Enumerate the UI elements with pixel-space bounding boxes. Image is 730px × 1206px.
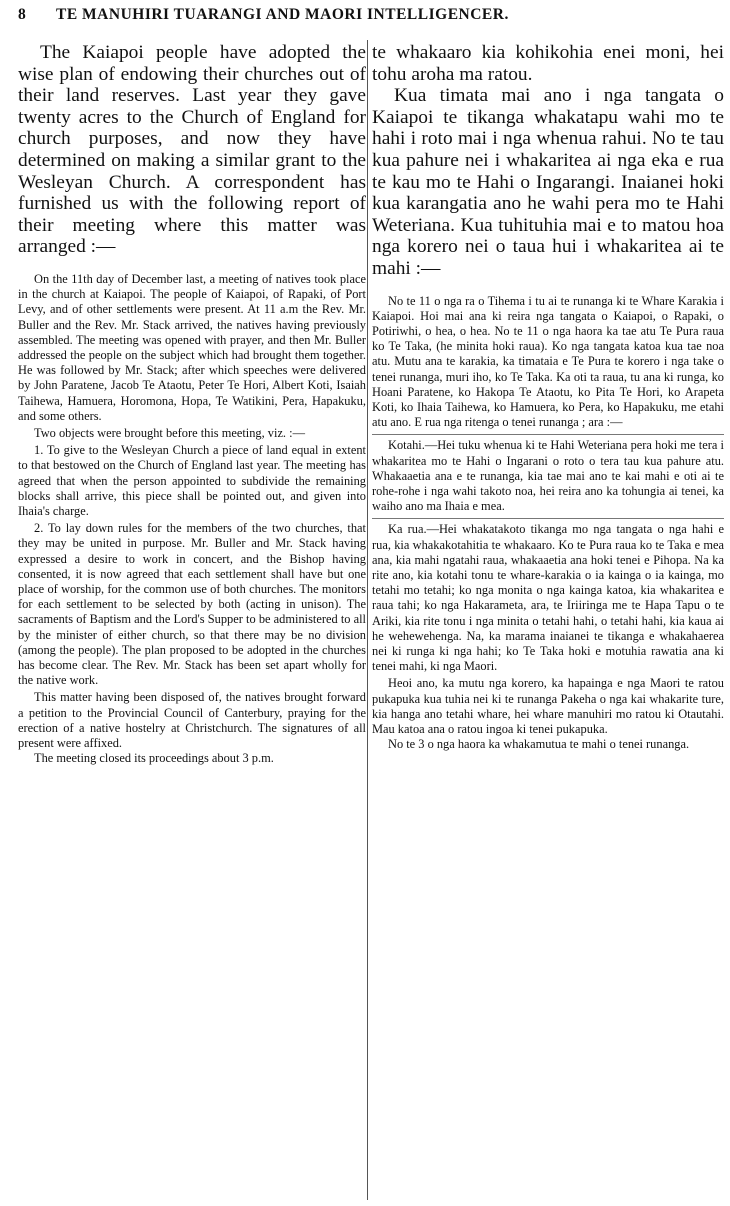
english-report-paragraph: This matter having been disposed of, the natives brought forward a petition to the Provincial Council of Canterbury, praying for the erection of a native hostelry at Christchurch. The signatures of all present were affixed. [18, 690, 366, 751]
item-text: Hei tuku whenua ki te Hahi Weteriana pera hoki me tera i whakaritea mo te Hahi o Ingarani o roto o tera tau kua pahure atu. Whakaaetia ana e te runanga, kia tae mai ano te kai mahi e oti ai te rohe-rohe i nga wahi takoto noa, hei reira ano ka tohungia ai tenei, ka waiho ano ma Ihaia e mea. [372, 438, 724, 514]
page-header [18, 6, 724, 30]
maori-report-paragraph [372, 438, 724, 514]
page-number: 8 [18, 6, 27, 23]
newspaper-title: TE MANUHIRI TUARANGI AND MAORI INTELLIGENCER. [56, 6, 509, 23]
maori-report-paragraph: Heoi ano, ka mutu nga korero, ka hapainga e nga Maori te ratou pukapuka kua tuhia nei ki te runanga Pakeha o nga kai whakarite ture, kia hanga ano tetahi whare, hei whare manuhiri mo ratou ki Otautahi. Mau katoa ana o ratou ingoa ki tenei pukapuka. [372, 676, 724, 737]
maori-column [372, 42, 724, 752]
english-intro: The Kaiapoi people have adopted the wise plan of endowing their churches out of their land reserves. Last year they gave twenty acres to the Church of England for church purposes, and now they have determined on making a similar grant to the Wesleyan Church. A correspondent has furnished us with the following report of their meeting where this matter was arranged :— [18, 42, 366, 258]
english-report-paragraph: 1. To give to the Wesleyan Church a piece of land equal in extent to that bestowed on the Church of England last year. The meeting has agreed that when the person appointed to subdivide the remaining blocks shall arrive, this piece shall be pointed out, and given into Ihaia's charge. [18, 443, 366, 518]
english-report-paragraph: The meeting closed its proceedings about 3 p.m. [34, 751, 274, 766]
item-label: Kotahi.— [388, 438, 438, 453]
column-divider [367, 40, 368, 1200]
maori-intro: Kua timata mai ano i nga tangata o Kaiapoi te tikanga whakatapu wahi mo te hahi i roto mai i nga whenua rahui. No te tau kua pahure nei i whakaritea ai nga eka e rua te kau mo te Hahi o Ingarangi. Inaianei hoki kua karangatia ano he wahi pera mo te Hahi Weteriana. Kua tuhituhia mai e to matou hoa nga korero nei o taua hui i whakaritea ai te mahi :— [372, 85, 724, 279]
item-label: Ka rua.— [388, 522, 439, 537]
english-report-paragraph: Two objects were brought before this meeting, viz. :— [34, 425, 305, 440]
section-rule [372, 518, 724, 519]
english-column [18, 42, 366, 766]
maori-report-paragraph: No te 11 o nga ra o Tihema i tu ai te runanga ki te Whare Karakia i Kaiapoi. Hoi mai ana ki reira nga tangata o Kaiapoi, o Rapaki, o Potiriwhi, o hea, o hea. No te 11 o nga haora ka tae atu Te Pura raua ko Te Taka, (he minita hoki raua). Ko nga tangata katoa kua tae noa atu. Mutu ana te karakia, ka timataia e Te Pura te korero i nga take o tenei runanga, muri iho, ko Te Taka. Ka oti ta raua, tu ana ki runga, ko Hoani Paratene, ko Hakopa Te Ataotu, ko Pita Te Hori, ko Arapeta Koti, ko Ihaia Taihewa, ko Hamuera, ko Pera, ko Hapakuku, me etahi atu ano. E rua nga ritenga o tenei runanga ; ara :— [372, 293, 724, 430]
english-report-paragraph: 2. To lay down rules for the members of the two churches, that they may be united in purpose. Mr. Buller and Mr. Stack having expressed a desire to work in concert, and the Bishop having consented, it is now agreed that each settlement shall have but one place of worship, for the common use of both churches. The monitors for each settlement to be selected by both (acting in unison). The sacraments of Baptism and the Lord's Supper to be administered to all by the minister of either church, so that there may be no division (among the people). The plan proposed to be adopted in the churches has become clear. The Rev. Mr. Stack has been set apart wholly for the native work. [18, 521, 366, 688]
maori-report-paragraph [372, 522, 724, 674]
english-report-paragraph: On the 11th day of December last, a meeting of natives took place in the church at Kaiapoi. The people of Kaiapoi, of Rapaki, of Port Levy, and of other settlements were present. At 11 a.m the Rev. Mr. Buller and the Rev. Mr. Stack arrived, the natives having previously assembled. The meeting was opened with prayer, and then Mr. Buller addressed the people on the subject which had brought them together. He was followed by Mr. Stack; after which speeches were delivered by John Paratene, Jacob Te Ataotu, Peter Te Hori, Albert Koti, Isaiah Taihewa, Hamuera, Horomona, Hopa, Te Watikini, Pera, Hapakuku, and some others. [18, 271, 366, 423]
maori-intro-continued: te whakaaro kia kohikohia enei moni, hei tohu aroha ma ratou. [372, 42, 724, 85]
maori-report-paragraph: No te 3 o nga haora ka whakamutua te mahi o tenei runanga. [388, 737, 690, 752]
section-rule [372, 434, 724, 435]
item-text: Hei whakatakoto tikanga mo nga tangata o nga hahi e rua, kia whakakotahitia te whakaaro. Ko te Pura raua ko te Taka e mea ana, kia mahi ngatahi raua, whakaaetia ana hoki tenei e Pihopa. Na ka rite ano, kia kotahi tonu te whare-karakia o ia kainga o ia kainga, mo tetahi mo tetahi; ko nga monita o nga kainga katoa, kia whakaritea e raua tahi; ko nga Hakarameta, ara, te Iriiringa me te Hapa Tapu o te Ariki, kia rite tonu i nga minita o tetahi hahi, o tetahi hahi, kia kaua ai he wehewehenga. Na, ka marama inaianei te tikanga e whakahaerea nei ki runga ki nga hahi; ko Te Taka hoki e motuhia rawatia ana ki tenei mahi, ki nga Maori. [372, 522, 725, 674]
